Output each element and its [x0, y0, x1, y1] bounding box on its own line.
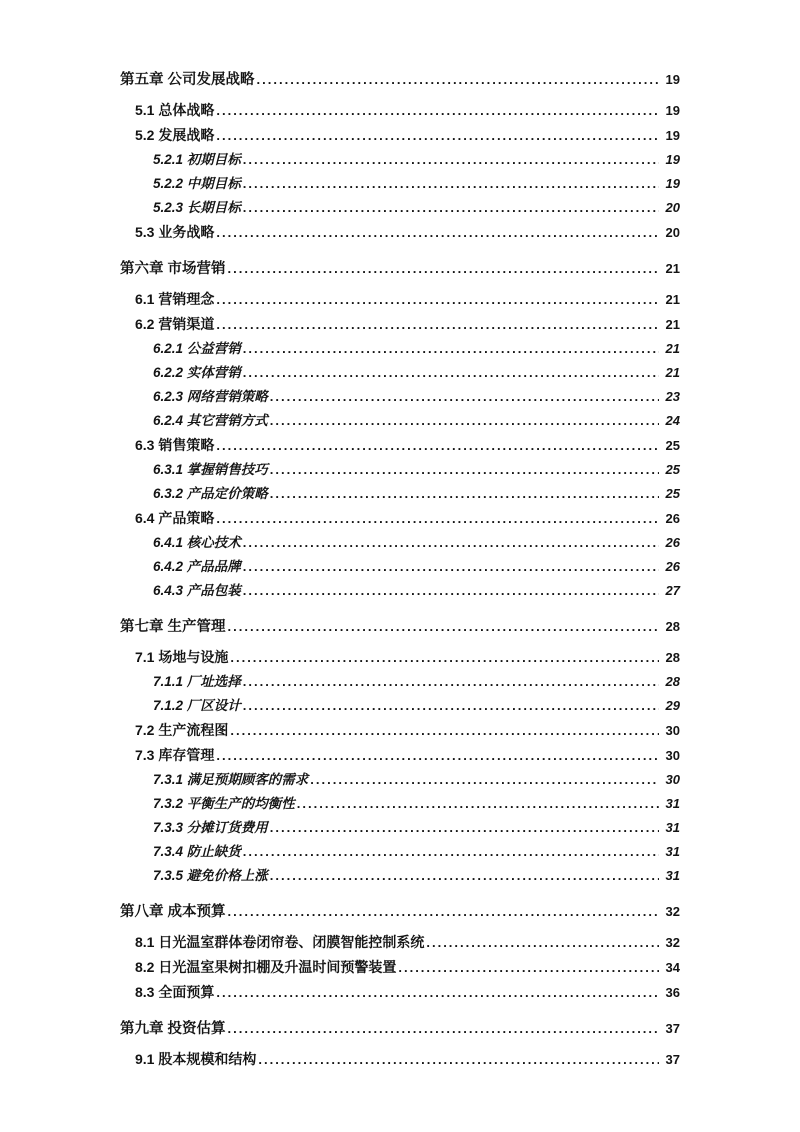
toc-entry-row[interactable] — [120, 930, 680, 955]
toc-entry-row[interactable] — [120, 645, 680, 670]
table-of-contents — [120, 56, 680, 1072]
toc-entry-page-number: 26 — [665, 535, 680, 550]
toc-entry-label[interactable]: 5.2.3 长期目标 — [153, 200, 241, 215]
toc-entry-label[interactable]: 6.3 销售策略 — [135, 437, 215, 453]
toc-entry-row[interactable] — [120, 864, 680, 888]
toc-entry-page-number: 19 — [665, 128, 680, 143]
dot-leader — [243, 196, 659, 220]
dot-leader — [230, 718, 659, 743]
toc-entry-page-number: 32 — [665, 935, 680, 950]
dot-leader — [243, 148, 659, 172]
dot-leader — [216, 506, 659, 531]
toc-entry-label[interactable]: 5.2.2 中期目标 — [153, 176, 241, 191]
toc-entry-page-number: 37 — [665, 1052, 680, 1067]
toc-entry-row[interactable] — [120, 694, 680, 718]
dot-leader — [216, 433, 659, 458]
toc-entry-label[interactable]: 第八章 成本预算 — [120, 904, 226, 920]
toc-entry-label[interactable]: 7.3.5 避免价格上涨 — [153, 868, 268, 883]
toc-entry-page-number: 21 — [665, 261, 680, 276]
toc-entry-row[interactable] — [120, 98, 680, 123]
toc-entry-label[interactable]: 6.3.2 产品定价策略 — [153, 486, 268, 501]
toc-entry-label[interactable]: 9.1 股本规模和结构 — [135, 1051, 257, 1067]
dot-leader — [243, 694, 659, 718]
toc-entry-label[interactable]: 7.1.1 厂址选择 — [153, 674, 241, 689]
toc-entry-row[interactable] — [120, 531, 680, 555]
toc-entry-label[interactable]: 5.2.1 初期目标 — [153, 152, 241, 167]
toc-entry-page-number: 19 — [665, 152, 680, 167]
dot-leader — [257, 68, 659, 92]
toc-entry-page-number: 30 — [665, 772, 680, 787]
toc-entry-label[interactable]: 7.1.2 厂区设计 — [153, 698, 241, 713]
toc-entry-label[interactable]: 5.3 业务战略 — [135, 224, 215, 240]
toc-entry-page-number: 21 — [665, 365, 680, 380]
toc-entry-page-number: 20 — [665, 200, 680, 215]
toc-chapter-row[interactable] — [120, 900, 680, 924]
toc-entry-row[interactable] — [120, 312, 680, 337]
toc-entry-row[interactable] — [120, 220, 680, 245]
toc-chapter-row[interactable] — [120, 615, 680, 639]
toc-entry-row[interactable] — [120, 840, 680, 864]
toc-entry-page-number: 20 — [665, 225, 680, 240]
toc-entry-page-number: 26 — [665, 511, 680, 526]
toc-entry-row[interactable] — [120, 337, 680, 361]
toc-entry-label[interactable]: 8.3 全面预算 — [135, 984, 215, 1000]
toc-entry-row[interactable] — [120, 458, 680, 482]
toc-entry-row[interactable] — [120, 670, 680, 694]
toc-chapter-row[interactable] — [120, 68, 680, 92]
toc-entry-page-number: 30 — [665, 723, 680, 738]
toc-entry-row[interactable] — [120, 196, 680, 220]
toc-entry-label[interactable]: 第九章 投资估算 — [120, 1021, 226, 1037]
toc-entry-page-number: 34 — [665, 960, 680, 975]
toc-entry-label[interactable]: 8.2 日光温室果树扣棚及升温时间预警装置 — [135, 959, 397, 975]
dot-leader — [228, 257, 659, 281]
toc-entry-page-number: 19 — [665, 176, 680, 191]
toc-entry-row[interactable] — [120, 579, 680, 603]
dot-leader — [270, 482, 659, 506]
dot-leader — [270, 458, 659, 482]
dot-leader — [243, 531, 659, 555]
toc-entry-label[interactable]: 7.1 场地与设施 — [135, 649, 229, 665]
dot-leader — [243, 579, 659, 603]
toc-entry-row[interactable] — [120, 172, 680, 196]
toc-entry-page-number: 25 — [665, 486, 680, 501]
toc-entry-row[interactable] — [120, 1047, 680, 1072]
toc-entry-label[interactable]: 第五章 公司发展战略 — [120, 72, 255, 88]
toc-entry-row[interactable] — [120, 743, 680, 768]
toc-entry-row[interactable] — [120, 955, 680, 980]
toc-entry-label[interactable]: 6.2.2 实体营销 — [153, 365, 241, 380]
toc-entry-page-number: 19 — [665, 72, 680, 87]
dot-leader — [216, 312, 659, 337]
toc-entry-label[interactable]: 6.4 产品策略 — [135, 510, 215, 526]
dot-leader — [270, 864, 659, 888]
toc-entry-row[interactable] — [120, 287, 680, 312]
dot-leader — [297, 792, 659, 816]
toc-entry-label[interactable]: 6.4.1 核心技术 — [153, 535, 241, 550]
dot-leader — [243, 172, 659, 196]
toc-entry-page-number: 24 — [665, 413, 680, 428]
toc-entry-page-number: 26 — [665, 559, 680, 574]
toc-entry-label[interactable]: 7.2 生产流程图 — [135, 722, 229, 738]
toc-chapter-row[interactable] — [120, 1017, 680, 1041]
dot-leader — [243, 555, 659, 579]
toc-entry-page-number: 32 — [665, 904, 680, 919]
dot-leader — [243, 361, 659, 385]
dot-leader — [216, 743, 659, 768]
toc-entry-label[interactable]: 6.2.3 网络营销策略 — [153, 389, 268, 404]
dot-leader — [258, 1047, 659, 1072]
toc-entry-page-number: 28 — [665, 619, 680, 634]
toc-entry-row[interactable] — [120, 123, 680, 148]
toc-entry-page-number: 21 — [665, 292, 680, 307]
toc-entry-label[interactable]: 6.3.1 掌握销售技巧 — [153, 462, 268, 477]
dot-leader — [216, 287, 659, 312]
toc-entry-row[interactable] — [120, 361, 680, 385]
toc-entry-row[interactable] — [120, 768, 680, 792]
toc-entry-row[interactable] — [120, 792, 680, 816]
toc-entry-page-number: 21 — [665, 317, 680, 332]
dot-leader — [228, 615, 659, 639]
toc-entry-page-number: 30 — [665, 748, 680, 763]
dot-leader — [216, 123, 659, 148]
dot-leader — [310, 768, 659, 792]
dot-leader — [270, 409, 659, 433]
toc-entry-page-number: 27 — [665, 583, 680, 598]
dot-leader — [270, 385, 659, 409]
toc-entry-page-number: 31 — [665, 796, 680, 811]
toc-entry-label[interactable]: 6.2 营销渠道 — [135, 316, 215, 332]
dot-leader — [243, 840, 659, 864]
toc-entry-label[interactable]: 6.4.3 产品包装 — [153, 583, 241, 598]
toc-entry-row[interactable] — [120, 718, 680, 743]
toc-entry-row[interactable] — [120, 816, 680, 840]
toc-entry-page-number: 19 — [665, 103, 680, 118]
toc-entry-row[interactable] — [120, 385, 680, 409]
dot-leader — [228, 900, 659, 924]
toc-entry-page-number: 31 — [665, 820, 680, 835]
dot-leader — [426, 930, 659, 955]
toc-entry-row[interactable] — [120, 555, 680, 579]
toc-entry-page-number: 25 — [665, 438, 680, 453]
toc-entry-label[interactable]: 5.1 总体战略 — [135, 102, 215, 118]
toc-entry-label[interactable]: 6.2.4 其它营销方式 — [153, 413, 268, 428]
toc-entry-page-number: 28 — [665, 650, 680, 665]
toc-entry-page-number: 29 — [665, 698, 680, 713]
toc-entry-page-number: 31 — [665, 868, 680, 883]
toc-entry-row[interactable] — [120, 482, 680, 506]
dot-leader — [228, 1017, 659, 1041]
toc-entry-label[interactable]: 7.3 库存管理 — [135, 747, 215, 763]
dot-leader — [216, 98, 659, 123]
toc-entry-page-number: 23 — [665, 389, 680, 404]
dot-leader — [216, 980, 659, 1005]
toc-entry-page-number: 28 — [665, 674, 680, 689]
toc-entry-label[interactable]: 第六章 市场营销 — [120, 261, 226, 277]
toc-entry-row[interactable] — [120, 148, 680, 172]
toc-entry-row[interactable] — [120, 980, 680, 1005]
dot-leader — [230, 645, 659, 670]
dot-leader — [398, 955, 659, 980]
toc-entry-label[interactable]: 6.2.1 公益营销 — [153, 341, 241, 356]
toc-entry-page-number: 31 — [665, 844, 680, 859]
toc-entry-label[interactable]: 7.3.2 平衡生产的均衡性 — [153, 796, 295, 811]
dot-leader — [243, 337, 659, 361]
dot-leader — [216, 220, 659, 245]
toc-entry-label[interactable]: 第七章 生产管理 — [120, 619, 226, 635]
toc-entry-page-number: 25 — [665, 462, 680, 477]
toc-chapter-row[interactable] — [120, 257, 680, 281]
toc-entry-row[interactable] — [120, 409, 680, 433]
toc-entry-row[interactable] — [120, 506, 680, 531]
toc-entry-label[interactable]: 5.2 发展战略 — [135, 127, 215, 143]
toc-entry-label[interactable]: 6.4.2 产品品牌 — [153, 559, 241, 574]
toc-entry-label[interactable]: 7.3.4 防止缺货 — [153, 844, 241, 859]
toc-entry-page-number: 37 — [665, 1021, 680, 1036]
toc-entry-label[interactable]: 8.1 日光温室群体卷闭帘卷、闭膜智能控制系统 — [135, 934, 425, 950]
toc-entry-page-number: 21 — [665, 341, 680, 356]
dot-leader — [270, 816, 659, 840]
toc-entry-row[interactable] — [120, 433, 680, 458]
toc-entry-page-number: 36 — [665, 985, 680, 1000]
dot-leader — [243, 670, 659, 694]
toc-entry-label[interactable]: 7.3.3 分摊订货费用 — [153, 820, 268, 835]
toc-entry-label[interactable]: 7.3.1 满足预期顾客的需求 — [153, 772, 309, 787]
toc-entry-label[interactable]: 6.1 营销理念 — [135, 291, 215, 307]
